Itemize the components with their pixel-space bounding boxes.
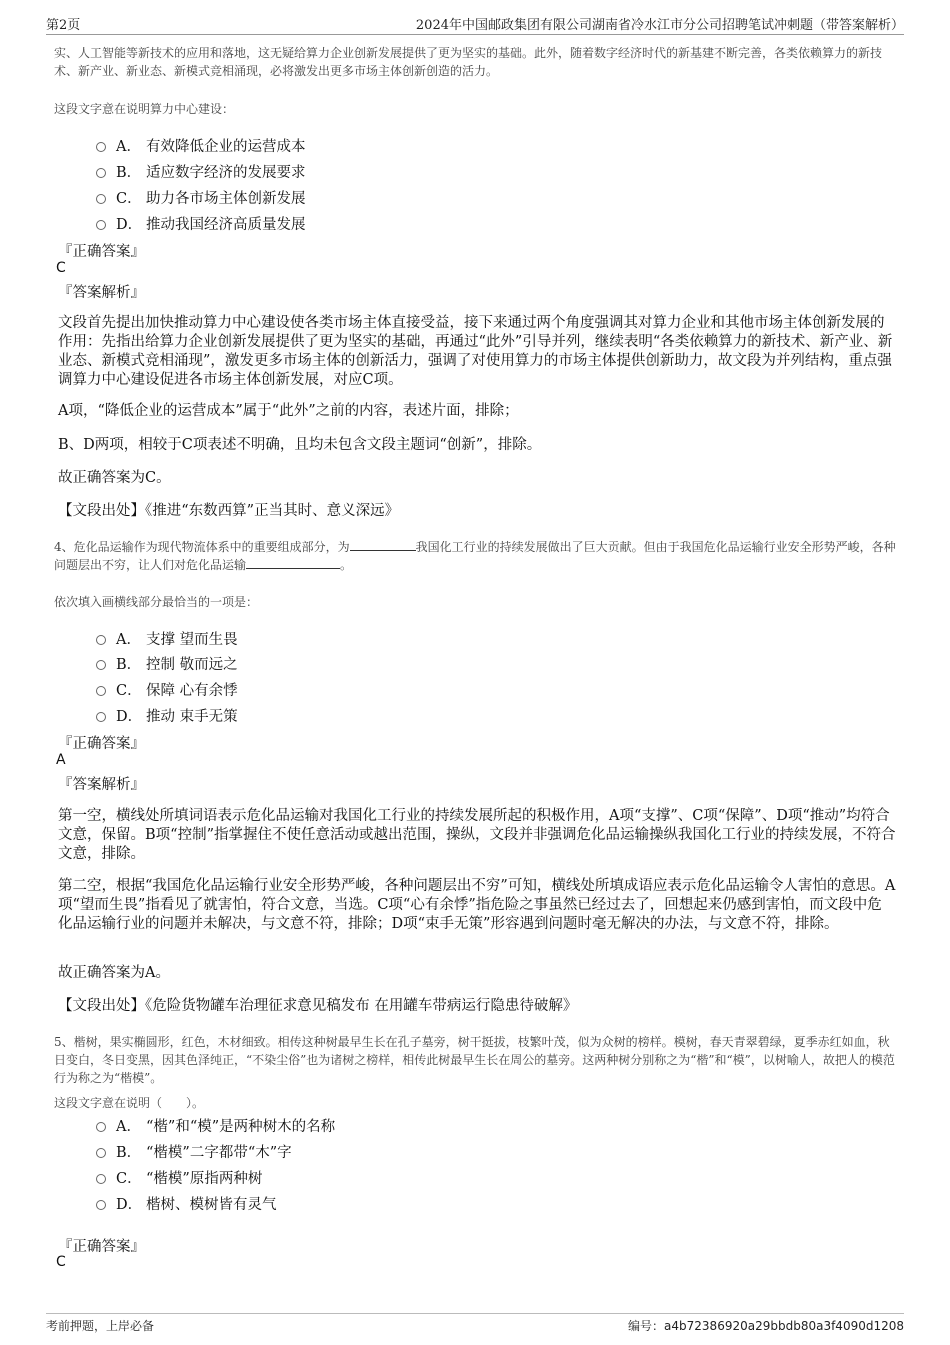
q4-answer-label: 『正确答案』 <box>58 736 145 752</box>
q4-analysis-p2: 第二空，根据“我国危化品运输行业安全形势严峻，各种问题层出不穷”可知，横线处所填成语应表示危化品运输令人害怕的意思。A项“望而生畏”指看见了就害怕，符合文意，当选。C项“心有余悸”指危险之事虽然已经过去了，回想起来仍感到害怕，而文段中危化品运输行业的问题并未解决，与文意不符，排除；D项“束手无策”形容遇到问题时毫无解决的办法，与文意不符，排除。 <box>58 878 896 932</box>
page-header <box>46 14 904 35</box>
radio-icon[interactable] <box>96 712 106 722</box>
radio-icon[interactable] <box>96 1148 106 1158</box>
q3-passage-tail: 实、人工智能等新技术的应用和落地，这无疑给算力企业创新发展提供了更为坚实的基础。此外，随着数字经济时代的新基建不断完善，各类依赖算力的新技术、新产业、新业态、新模式竞相涌现，必将激发出更多市场主体创新创造的活力。 <box>54 46 883 78</box>
q4-answer: A <box>56 752 66 768</box>
q3-option-c[interactable]: C． 助力各市场主体创新发展 <box>96 187 306 207</box>
radio-icon[interactable] <box>96 142 106 152</box>
q3-option-a[interactable]: A． 有效降低企业的运营成本 <box>96 135 306 155</box>
q3-analysis-p1: 文段首先提出加快推动算力中心建设使各类市场主体直接受益，接下来通过两个角度强调其对算力企业和其他市场主体创新发展的作用：先指出给算力企业创新发展提供了更为坚实的基础，再通过“此外”引导并列，继续表明“各类依赖算力的新技术、新产业、新业态、新模式竞相涌现”，激发更多市场主体的创新活力，强调了对使用算力的市场主体提供创新助力，故文段为并列结构，重点强调算力中心建设促进各市场主体创新发展，对应C项。 <box>58 315 893 388</box>
document-title: 2024年中国邮政集团有限公司湖南省冷水江市分公司招聘笔试冲刺题（带答案解析） <box>415 18 904 33</box>
q5-passage: 5、楷树，果实椭圆形，红色，木材细致。相传这种树最早生长在孔子墓旁，树干挺拔，枝繁叶茂，似为众树的榜样。模树，春天青翠碧绿，夏季赤红如血，秋日变白，冬日变黑，因其色泽纯正，“不染尘俗”也为诸树之榜样，相传此树最早生长在周公的墓旁。这两种树分别称之为“楷”和“模”，以树喻人，故把人的模范行为称之为“楷模”。 <box>54 1035 895 1085</box>
q4-analysis-label: 『答案解析』 <box>58 777 145 793</box>
radio-icon[interactable] <box>96 1174 106 1184</box>
radio-icon[interactable] <box>96 220 106 230</box>
q4-source: 【文段出处】《危险货物罐车治理征求意见稿发布 在用罐车带病运行隐患待破解》 <box>58 998 578 1014</box>
q3-analysis-p2: A项，“降低企业的运营成本”属于“此外”之前的内容，表述片面，排除； <box>58 403 519 419</box>
q5-answer: C <box>56 1254 66 1270</box>
q4-option-c[interactable]: C． 保障 心有余悸 <box>96 679 238 699</box>
q3-option-b[interactable]: B． 适应数字经济的发展要求 <box>96 161 306 181</box>
radio-icon[interactable] <box>96 686 106 696</box>
radio-icon[interactable] <box>96 660 106 670</box>
radio-icon[interactable] <box>96 168 106 178</box>
q3-answer-label: 『正确答案』 <box>58 244 145 260</box>
q4-analysis-p1: 第一空，横线处所填词语表示危化品运输对我国化工行业的持续发展所起的积极作用，A项“支撑”、C项“保障”、D项“推动”均符合文意，保留。B项“控制”指掌握住不使任意活动或越出范围，操纵，文段并非强调危化品运输操纵我国化工行业的持续发展，不符合文意，排除。 <box>58 808 896 862</box>
radio-icon[interactable] <box>96 194 106 204</box>
q4-option-b[interactable]: B． 控制 敬而远之 <box>96 653 238 673</box>
q4-passage: 4、危化品运输作为现代物流体系中的重要组成部分，为 我国化工行业的持续发展做出了巨大贡献。但由于我国危化品运输行业安全形势严峻，各种问题层出不穷，让人们对危化品运输 。 <box>54 540 896 572</box>
radio-icon[interactable] <box>96 1200 106 1210</box>
radio-icon[interactable] <box>96 1122 106 1132</box>
q5-option-a[interactable]: A． “楷”和“模”是两种树木的名称 <box>96 1115 335 1135</box>
q3-question: 这段文字意在说明算力中心建设： <box>54 102 235 116</box>
q4-question: 依次填入画横线部分最恰当的一项是： <box>54 595 259 609</box>
q5-option-b[interactable]: B． “楷模”二字都带“木”字 <box>96 1141 292 1161</box>
radio-icon[interactable] <box>96 635 106 645</box>
q5-question: 这段文字意在说明（ ）。 <box>54 1096 205 1110</box>
q5-option-d[interactable]: D． 楷树、模树皆有灵气 <box>96 1193 277 1213</box>
q5-answer-label: 『正确答案』 <box>58 1239 145 1255</box>
footer-slogan: 考前押题，上岸必备 <box>46 1319 155 1333</box>
q3-analysis-p3: B、D两项，相较于C项表述不明确，且均未包含文段主题词“创新”，排除。 <box>58 437 542 453</box>
q5-option-c[interactable]: C． “楷模”原指两种树 <box>96 1167 262 1187</box>
q4-option-a[interactable]: A． 支撑 望而生畏 <box>96 628 238 648</box>
q3-answer: C <box>56 260 66 276</box>
q4-option-d[interactable]: D． 推动 束手无策 <box>96 705 238 725</box>
q3-analysis-label: 『答案解析』 <box>58 285 145 301</box>
blank-line <box>246 556 340 569</box>
q3-option-d[interactable]: D． 推动我国经济高质量发展 <box>96 213 306 233</box>
blank-line <box>350 538 416 551</box>
page-number: 第2页 <box>46 18 81 33</box>
page-footer <box>46 1313 904 1337</box>
q4-analysis-p3: 故正确答案为A。 <box>58 965 170 981</box>
q3-analysis-p4: 故正确答案为C。 <box>58 470 171 486</box>
document-code: 编号：a4b72386920a29bbdb80a3f4090d1208 <box>628 1319 904 1333</box>
q3-source: 【文段出处】《推进“东数西算”正当其时、意义深远》 <box>58 503 400 519</box>
